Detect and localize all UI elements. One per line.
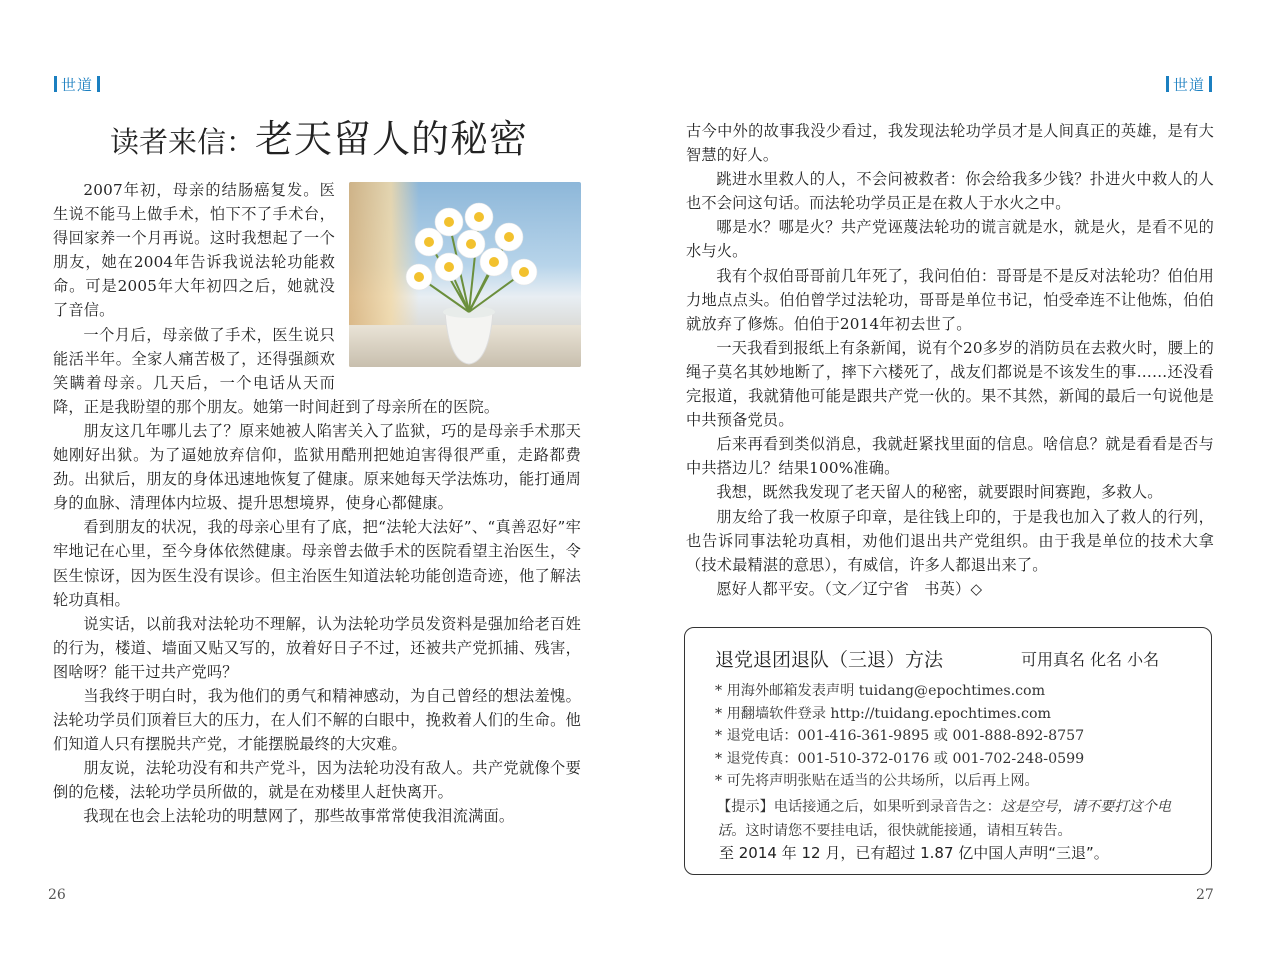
left-paragraph: 我现在也会上法轮功的明慧网了，那些故事常常使我泪流满面。 bbox=[83, 807, 515, 826]
left-paragraph: 当我终于明白时，我为他们的勇气和精神感动，为自己曾经的想法羞愧。法轮功学员们顶着巨大的压力，在人们不解的白眼中，挽救着人们的生命。他们知道人只有摆脱共产党，才能摆脱最终的大灾难。 bbox=[53, 686, 581, 754]
right-paragraph: 跳进水里救人的人，不会问被救者：你会给我多少钱？扑进火中救人的人也不会问这句话。而法轮功学员正是在救人于水火之中。 bbox=[686, 170, 1214, 213]
box-method-item: * 退党传真：001-510-372-0176 或 001-702-248-0599 bbox=[715, 750, 1085, 767]
right-paragraph: 我有个叔伯哥哥前几年死了，我问伯伯：哥哥是不是反对法轮功？伯伯用力地点点头。伯伯曾学过法轮功，哥哥是单位书记，怕受牵连不让他炼，伯伯就放弃了修炼。伯伯于2014年初去世了。 bbox=[686, 266, 1214, 333]
daisies-in-vase-photo bbox=[349, 182, 581, 367]
title-main: 老天留人的秘密 bbox=[255, 117, 529, 161]
right-paragraph: 愿好人都平安。（文／辽宁省 书英）◇ bbox=[716, 579, 983, 598]
box-method-item: * 可先将声明张贴在适当的公共场所，以后再上网。 bbox=[715, 773, 1039, 789]
right-paragraph: 一天我看到报纸上有条新闻，说有个20多岁的消防员在去救火时，腰上的绳子莫名其妙地断了，摔下六楼死了，战友们都说是不该发生的事……还没看完报道，我就猜他可能是跟共产党一伙的。果不其然，新闻的最后一句说他是中共预备党员。 bbox=[686, 338, 1214, 430]
tip-text: 电话接通之后，如果听到录音告之： bbox=[773, 799, 1001, 815]
box-subtitle: 可用真名 化名 小名 bbox=[1021, 650, 1160, 669]
article-title bbox=[110, 108, 528, 163]
section-tag-left bbox=[50, 74, 104, 95]
box-final-statement: 至 2014 年 12 月，已有超过 1.87 亿中国人声明“三退”。 bbox=[719, 844, 1109, 862]
left-paragraph: 一个月后，母亲做了手术，医生说只能活半年。全家人痛苦极了，还得强颜欢笑瞒着母亲。几天后，一个电话从天而降，正是我盼望的那个朋友。她第一时间赶到了母亲所在的医院。 bbox=[53, 325, 500, 416]
box-title: 退党退团退队（三退）方法 bbox=[715, 649, 944, 671]
tip-label: 【提示】 bbox=[717, 799, 774, 815]
left-paragraph: 朋友说，法轮功没有和共产党斗，因为法轮功没有敌人。共产党就像个要倒的危楼，法轮功学员所做的，就是在劝楼里人赶快离开。 bbox=[53, 759, 581, 802]
section-tag-label: 世道 bbox=[1173, 76, 1206, 94]
box-tip bbox=[717, 795, 1187, 843]
right-paragraph: 我想，既然我发现了老天留人的秘密，就要跟时间赛跑，多救人。 bbox=[716, 483, 1163, 502]
left-paragraph: 说实话，以前我对法轮功不理解，认为法轮功学员发资料是强加给老百姓的行为，楼道、墙面又贴又写的，放着好日子不过，还被共产党抓捕、残害，图啥呀？能干过共产党吗？ bbox=[53, 614, 581, 681]
title-prefix: 读者来信： bbox=[110, 125, 256, 159]
left-paragraph: 朋友这几年哪儿去了？原来她被人陷害关入了监狱，巧的是母亲手术那天她刚好出狱。为了逼她放弃信仰，监狱用酷刑把她迫害得很严重，走路都费劲。出狱后，朋友的身体迅速地恢复了健康。原来她每天学法炼功，能打通周身的血脉、清理体内垃圾、提升思想境界，使身心都健康。 bbox=[53, 421, 581, 513]
tip-quote: 这是空号，请不要打这个电话 bbox=[717, 799, 1172, 839]
tuidang-info-box bbox=[684, 627, 1212, 875]
left-column bbox=[53, 178, 581, 829]
right-paragraph: 哪是水？哪是火？共产党诬蔑法轮功的谎言就是水，就是火，是看不见的水与火。 bbox=[686, 218, 1214, 261]
right-paragraph: 朋友给了我一枚原子印章，是往钱上印的，于是我也加入了救人的行列，也告诉同事法轮功真相，劝他们退出共产党组织。由于我是单位的技术大拿（技术最精湛的意思），有威信，许多人都退出来了。 bbox=[686, 507, 1214, 574]
page-number-left: 26 bbox=[48, 887, 66, 903]
box-method-item: * 退党电话：001-416-361-9895 或 001-888-892-8757 bbox=[715, 728, 1085, 744]
box-method-item: * 用翻墙软件登录 http://tuidang.epochtimes.com bbox=[715, 705, 1051, 722]
right-paragraph: 古今中外的故事我没少看过，我发现法轮功学员才是人间真正的英雄，是有大智慧的好人。 bbox=[686, 122, 1214, 165]
box-method-item: * 用海外邮箱发表声明 tuidang@epochtimes.com bbox=[715, 683, 1046, 699]
left-paragraph: 2007年初，母亲的结肠癌复发。医生说不能马上做手术，怕下不了手术台，得回家养一个月再说。这时我想起了一个朋友，她在2004年告诉我说法轮功能救命。可是2005年大年初四之后，她就没了音信。 bbox=[53, 181, 335, 320]
left-paragraph: 看到朋友的状况，我的母亲心里有了底，把“法轮大法好”、“真善忍好”牢牢地记在心里，至今身体依然健康。母亲曾去做手术的医院看望主治医生，令医生惊讶，因为医生没有误诊。但主治医生知道法轮功能创造奇迹，他了解法轮功真相。 bbox=[53, 518, 581, 609]
page-number-right: 27 bbox=[1196, 887, 1214, 903]
right-column bbox=[686, 119, 1214, 601]
section-tag-label: 世道 bbox=[61, 76, 94, 94]
tip-rest: 。这时请您不要挂电话，很快就能接通，请相互转告。 bbox=[731, 823, 1072, 839]
section-tag-right bbox=[1162, 74, 1216, 95]
box-method-list bbox=[715, 680, 1084, 793]
right-paragraph: 后来再看到类似消息，我就赶紧找里面的信息。啥信息？就是看看是否与中共搭边儿？结果100%准确。 bbox=[686, 435, 1214, 478]
